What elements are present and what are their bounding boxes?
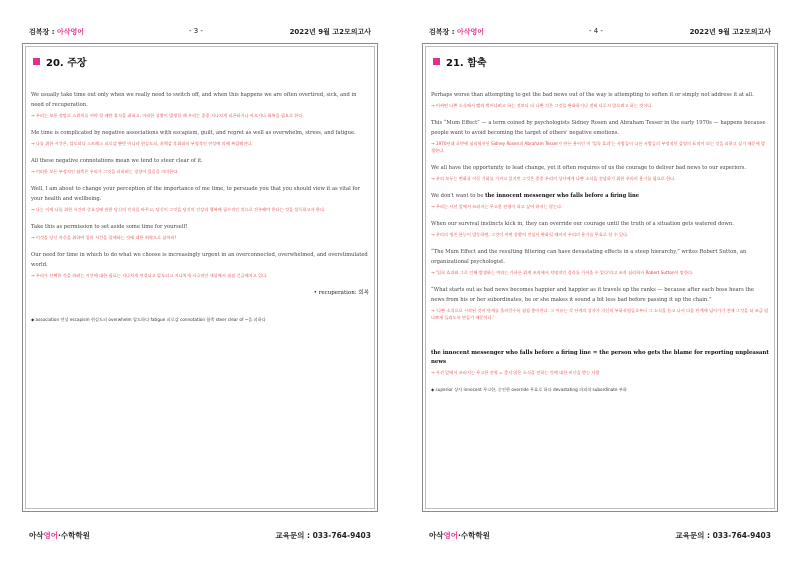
footer-brand: 아삭영어·수학학원 (429, 531, 490, 540)
paragraph: Me time is complicated by negative associations with escapism, guilt, and regret as well as overwhelm, stress, and fatigue. → 나를 위한 시간은, 압도되다 스트레스 피로감 뿐만 아니라 현실도피, 죄책감 후회와의 부정적인 연상에 의해 복잡해진다. (31, 130, 356, 146)
exam-title: 2022년 9월 고2모의고사 (289, 28, 371, 36)
passage (431, 90, 769, 393)
header-author: 검복장 : 아삭영어 (429, 28, 485, 36)
paragraph: Perhaps worse than attempting to get the bad news out of the way is attempting to soften it or simply not address it at all. → 어쩌면 나쁜 소식에서 빨리 벗어나려고 하는 것보다 더 나쁜 것은 그것을 완화하거나 전혀 다루지 않으려고 하는 것이다. (431, 92, 754, 108)
content-box (22, 43, 378, 512)
vocab-list: ◆ superior 상사 innocent 무고한, 순진한 override 무효로 하다 devastating 파괴적 subordinate 부하 (431, 387, 627, 392)
idiom-block (431, 349, 769, 376)
passage (31, 90, 369, 323)
paragraph: When our survival instincts kick in, they can override our courage until the truth of a situation gets watered down. → 우리의 생존 본능이 발동하면, 그것이 어떤 상황의 진실이 완화될 때까지 우리의 용기를 무효로 할 수 있다. (431, 221, 734, 237)
paragraph: “What starts out as bad news becomes happier and happier as it travels up the ranks — because after each boss hears the news from his or her subordinates, he or she makes it sound a bit less bad before passing it up the chain.” → '나쁜 소식으로 시작된 것이 단계를 올라갈수록 점점 좋아진다. 그 이유는 각 단계의 상사가 자신의 부하직원들로부터 그 소식을 듣고 나서 다음 단계에 넘어가기 전에 그것을 더 조금 덜 나쁘게 들리도록 만들기 때문이다.' (431, 287, 769, 320)
idiom-english: the innocent messenger who falls before a firing line = the person who gets the blame for reporting unpleasant news (431, 350, 769, 365)
paragraph: All these negative connotations mean we tend to steer clear of it. → 이러한 모든 부정적인 함축은 우리가 그것을 피하려는 경향이 있음을 의미한다. (31, 158, 203, 174)
section-title: 21. 함축 (433, 54, 487, 69)
idiom-korean: → 사선 앞에서 쓰러지는 무고한 전령 = 좋지 않은 소식을 전하는 것에 대한 비난을 받는 사람 (431, 370, 600, 375)
footnote: • recuperation: 회복 (313, 290, 369, 296)
header-author: 검복장 : 아삭영어 (29, 28, 85, 36)
paragraph: This “Mum Effect” — a term coined by psychologists Sidney Rosen and Abraham Tesser in the early 1970s — happens because people want to avoid becoming the target of others' negative emotions. → 1970년대 초반에 심리학자인 Sidney Rosen과 Abraham Tesser가 만든 용어인 이 '입꾹 효과'는 사람들이 다른 사람들의 부정적인 감정의 표적이 되는 것을 피하고 싶기 때문에 발생한다. (431, 120, 766, 153)
section-title: 20. 주장 (33, 54, 87, 69)
paragraph: We all have the opportunity to lead change, yet it often requires of us the courage to deliver bad news to our superiors. → 우리 모두는 변화를 이끌 기회를 가지고 있지만 그것은 종종 우리의 상사에게 나쁜 소식을 전달하기 위한 우리의 용기를 필요로 한다. (431, 165, 747, 181)
content-box (422, 43, 778, 512)
exam-title: 2022년 9월 고2모의고사 (689, 28, 771, 36)
footer-brand: 아삭영어·수학학원 (29, 531, 90, 540)
page-header (29, 27, 371, 39)
pink-square-icon (433, 58, 440, 65)
paragraph: Take this as permission to set aside some time for yourself! → 이것을 당신 자신을 위하여 얼마 시간을 할애하는 것에 대한 허락으로 삼아라! (31, 224, 188, 240)
page-header (429, 27, 771, 39)
paragraph: Well, I am about to change your perception of the importance of me time, to persuade you that you should view it as vital for your health and wellbeing. → 나는 이제 나를 위한 시간의 중요성에 관한 당신의 인식을 바꾸고, 당신이 그것을 당신의 건강과 행복에 필수적인 것으로 간주해야 한다는 것을 설득하고자 한다. (31, 186, 360, 212)
paragraph: We don't want to be the innocent messenger who falls before a firing line → 우리는 사선 앞에서 쓰러지는 무고한 전령이 되고 싶어 하지는 않는다. (431, 193, 640, 209)
footer-contact: 교육문의 : 033-764-9403 (675, 531, 771, 540)
paragraph: Our need for time in which to do what we choose is increasingly urgent in an overconnected, overwhelmed, and overstimulated world. → 우리가 선택한 것을 하려는 시간에 대한 필요는 지나치게 연결되고 압도되고 지나치게 자극적인 세상에서 점점 긴급해지고 있다. (31, 252, 368, 278)
paragraph: “The Mum Effect and the resulting filtering can have devastating effects in a steep hierarchy,” writes Robert Sutton, an organizational psychologist. → '입꾹 효과와 그로 인해 발생하는 여과는 가파른 위계 조직에서 치명적인 결과를 가져올 수 있다'라고 조직 심리학자 Robert Sutton이 말한다. (431, 249, 747, 275)
footer-contact: 교육문의 : 033-764-9403 (275, 531, 371, 540)
vocab-list: ◆ association 연상 escapism 현실도피 overwhelm 압도하다 fatigue 피로감 connotation 함축 steer clear of ~을 피하다 (31, 317, 266, 322)
pink-square-icon (33, 58, 40, 65)
paragraph: We usually take time out only when we really need to switch off, and when this happens we are often overtired, sick, and in need of recuperation. → 우리는 보통 정말로 스위치를 꺼야 할 때만 휴식을 취하고, 이러한 상황이 발생할 때 우리는 종종 지나치게 피곤하거나 아프거나 회복을 필요로 한다. (31, 92, 357, 118)
right-page (400, 0, 800, 566)
page-number: - 3 - (189, 27, 203, 35)
page-number: - 4 - (589, 27, 603, 35)
page-footer (429, 530, 771, 542)
page-footer (29, 530, 371, 542)
